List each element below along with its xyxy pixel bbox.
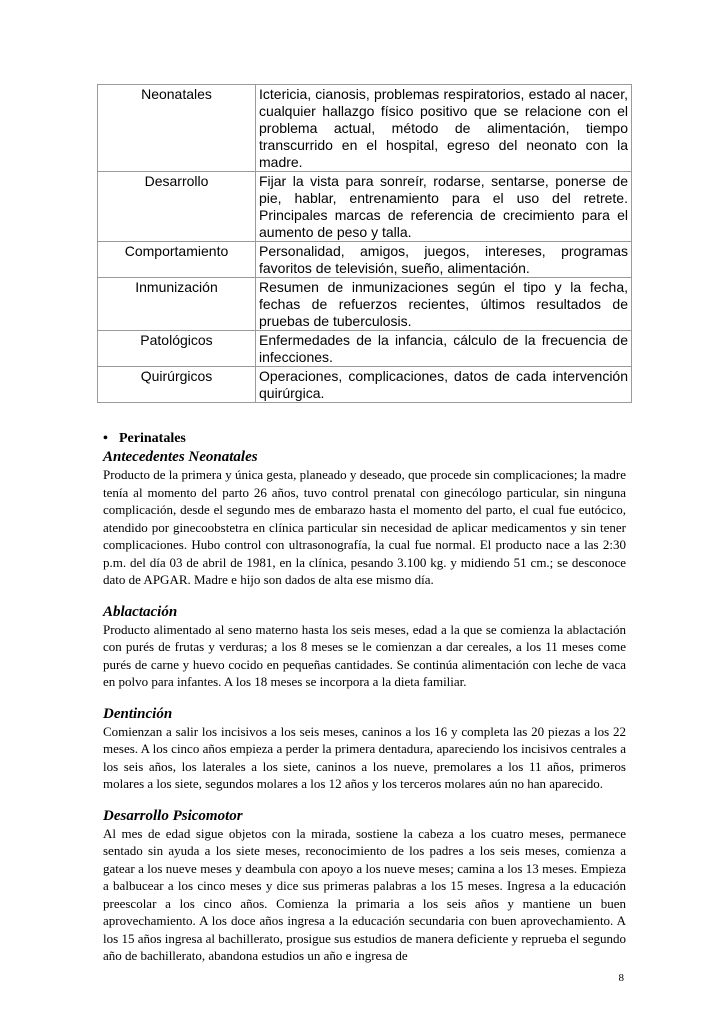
- table-row: [98, 331, 632, 367]
- table-category-cell: Desarrollo: [98, 172, 256, 242]
- section-heading: Antecedentes Neonatales: [103, 449, 258, 465]
- table-description-cell: Fijar la vista para sonreír, rodarse, sentarse, ponerse de pie, hablar, entrenamiento para el uso del retrete. Principales marcas de referencia de crecimiento para el aumento de peso y talla.: [256, 172, 632, 242]
- table-row: [98, 85, 632, 172]
- table-category-cell: Comportamiento: [98, 242, 256, 278]
- table-row: [98, 172, 632, 242]
- table-category-cell: Inmunización: [98, 278, 256, 331]
- section-heading: Ablactación: [103, 603, 178, 620]
- bullet-heading: [103, 430, 626, 448]
- section-paragraph: Producto alimentado al seno materno hasta los seis meses, edad a la que se comienza la ablactación con purés de frutas y verduras; a los 8 meses se le comienzan a dar cereales, a los 11 meses come purés de carne y huevo cocido en pequeñas cantidades. Se continúa alimentación con leche de vaca en polvo para infantes. A los 18 meses se incorpora a la dieta familiar.: [103, 621, 626, 689]
- section-heading: Dentinción: [103, 705, 173, 722]
- section-paragraph: Producto de la primera y única gesta, planeado y deseado, que procede sin complicaciones; la madre tenía al momento del parto 26 años, tuvo control prenatal con ginecólogo particular, sin ninguna complicación, desde el segundo mes de embarazo hasta el momento del parto, el cual fue eutócico, atendido por ginecoobstetra en clínica particular sin necesidad de aplicar medicamentos y sin tener complicaciones. Hubo control con ultrasonografía, la cual fue normal. El producto nace a las 2:30 p.m. del día 03 de abril de 1981, en la clínica, pesando 3.100 kg. y midiendo 51 cm.; se desconoce dato de APGAR. Madre e hijo son dados de alta ese mismo día.: [103, 467, 626, 587]
- bullet-label: Perinatales: [119, 431, 186, 446]
- table-row: [98, 242, 632, 278]
- table-category-cell: Patológicos: [98, 331, 256, 367]
- table-category-cell: Neonatales: [98, 85, 256, 172]
- table-row: [98, 367, 632, 403]
- table-description-cell: Resumen de inmunizaciones según el tipo y la fecha, fechas de refuerzos recientes, últimos resultados de pruebas de tuberculosis.: [256, 278, 632, 331]
- table-description-cell: Ictericia, cianosis, problemas respiratorios, estado al nacer, cualquier hallazgo físico positivo que se relacione con el problema actual, método de alimentación, tiempo transcurrido en el hospital, egreso del neonato con la madre.: [256, 85, 632, 172]
- table-category-cell: Quirúrgicos: [98, 367, 256, 403]
- table-row: [98, 278, 632, 331]
- body-text: [103, 430, 626, 965]
- section-paragraph: Comienzan a salir los incisivos a los seis meses, caninos a los 16 y completa las 20 piezas a los 22 meses. A los cinco años empieza a perder la primera dentadura, apareciendo los incisivos centrales a los seis años, los laterales a los siete, caninos a los nueve, premolares a los 11 años, primeros molares a los siete, segundos molares a los 12 años y los terceros molares aún no han aparecido.: [103, 723, 626, 791]
- section-heading: Desarrollo Psicomotor: [103, 807, 243, 824]
- bullet-icon: •: [103, 431, 108, 446]
- page-number: 8: [618, 972, 624, 984]
- history-table: [97, 84, 632, 403]
- section-paragraph: Al mes de edad sigue objetos con la mirada, sostiene la cabeza a los cuatro meses, permanece sentado sin ayuda a los siete meses, reconocimiento de los padres a los seis meses, comienza a gatear a los nueve meses y deambula con apoyo a los nueve meses; camina a los 13 meses. Empieza a balbucear a los cinco meses y dice sus primeras palabras a los 15 meses. Ingresa a la educación preescolar a los cinco años. Comienza la primaria a los seis años y mantiene un buen aprovechamiento. A los doce años ingresa a la educación secundaria con buen aprovechamiento. A los 15 años ingresa al bachillerato, prosigue sus estudios de manera deficiente y reprueba el segundo año de bachillerato, abandona estudios un año e ingresa de: [103, 825, 626, 963]
- table-description-cell: Personalidad, amigos, juegos, intereses, programas favoritos de televisión, sueño, alimentación.: [256, 242, 632, 278]
- table-description-cell: Operaciones, complicaciones, datos de cada intervención quirúrgica.: [256, 367, 632, 403]
- table-description-cell: Enfermedades de la infancia, cálculo de la frecuencia de infecciones.: [256, 331, 632, 367]
